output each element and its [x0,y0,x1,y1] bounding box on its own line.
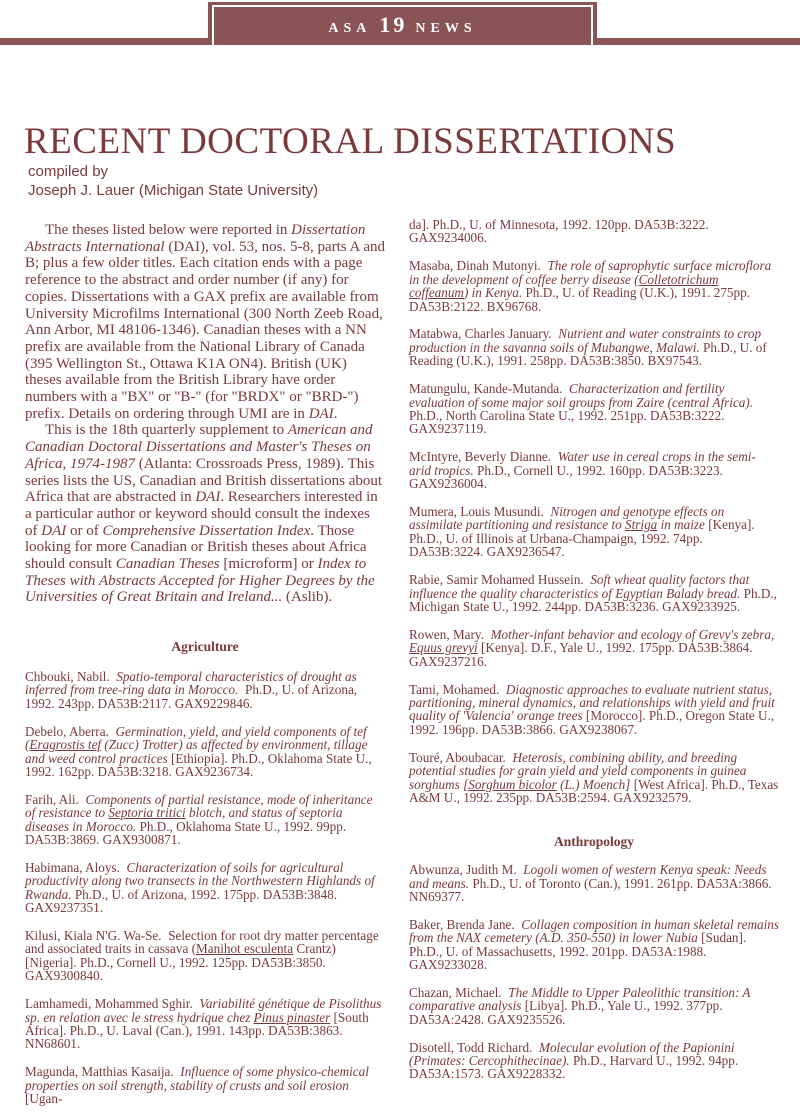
text-italic: DAI [308,405,334,422]
dissertation-entry [25,725,385,779]
entry-author: Rabie, Samir Mohamed Hussein. [409,572,584,588]
entry-details: Ph.D., North Carolina State U., 1992. 251pp. DA53B:3222. GAX9237119. [409,407,725,437]
species-name: Manihot esculenta [196,941,294,957]
entry-title: Influence of some physico-chemical properties on soil strength, stability of crusts and soil erosion [25,1064,369,1093]
dissertation-entry [25,929,385,983]
dissertation-entry [409,863,779,903]
title-part: ) in Kenya. [463,285,523,301]
entry-details: [West Africa]. Ph.D., Texas A&M U., 1992. 235pp. DA53B:2594. GAX9232579. [409,776,779,805]
species-name: Septoria tritici [108,805,186,821]
entry-title: Collagen composition in human skeletal remains from the NAX cemetery (A.D. 350-550) in lower Nubia [409,916,780,946]
entry-title: Soft wheat quality factors that influence the quality characteristics of Egyptian Balady bread. [409,572,750,601]
entry-details: Ph.D., Michigan State U., 1992. 244pp. DA53B:3236. GAX9233925. [409,585,777,614]
entry-author: McIntyre, Beverly Dianne. [409,449,552,465]
dissertation-entry [25,861,385,915]
dissertation-entry [409,751,779,805]
masthead-title [208,12,597,38]
entry-details: Ph.D., Cornell U., 1992. 125pp. DA53B:3850. GAX9300840. [25,954,326,984]
entry-title: Water use in cereal crops in the semi- arid tropics. [409,449,756,478]
intro-paragraph-1 [25,222,385,422]
dissertation-entry-continued [409,218,779,245]
entry-author: Lamhamedi, Mohammed Sghir. [25,996,193,1012]
entry-title: Crantz) [Nigeria]. [25,941,336,970]
dissertation-entry [409,327,779,367]
title-part: blotch, and status of septoria diseases in Morocco. [25,805,343,834]
text: (Aslib). [282,589,333,606]
entry-details: Ph.D., U. of Toronto (Can.), 1991. 261pp. DA53A:3866. NN69377. [409,875,772,904]
entry-author: Chazan, Michael. [409,984,502,1000]
dissertation-entry [25,1065,385,1105]
entry-author: Touré, Aboubacar. [409,749,506,765]
entry-details: Ph.D., U. of Arizona, 1992. 175pp. DA53B:3848. GAX9237351. [25,886,338,916]
entry-author: Mumera, Louis Musundi. [409,504,544,519]
entry-details: [Morocco]. Ph.D., Oregon State U., 1992. 196pp. DA53B:3866. GAX9238067. [409,708,775,737]
entry-title: Logoli women of western Kenya speak: Needs and means. [409,862,767,891]
text: This is the 18th quarterly supplement to [45,422,288,439]
compiled-by-label: compiled by [28,163,109,180]
text-italic: Comprehensive Dissertation Index [102,522,311,539]
entry-details: [South Africa]. Ph.D., U. Laval (Can.), 1991. 143pp. DA53B:3863. NN68601. [25,1009,369,1052]
text-italic: Index to Theses with Abstracts Accepted for Higher Degrees by the Universities of Great Britain and Ireland... [25,556,375,606]
text: . Researchers interested in a particular author or keyword should consult the indexes of [25,489,378,539]
entry-details: [Ugan- [25,1091,63,1107]
species-name: Colletotrichum coffeanum [409,271,719,301]
entry-details: [Kenya]. D.F., Yale U., 1992. 175pp. DA53B:3864. GAX9237216. [409,640,753,669]
text: (DAI), vol. 53, nos. 5-8, parts A and B; plus a few older titles. Each citation ends with a page reference to the abstract and order number (if any) for copies. Dissertations with a GAX prefix are available from University Microfilms International (300 North Zeeb Road, Ann Arbor, MI 48106-1346). Canadian theses with a NN prefix are available from the National Library of Canada (395 Wellington St., Ottawa K1A ON4). British (UK) theses available from the British Library have order numbers with a "BX" or "B-" (for "BRDX" or "BRD-") prefix. Details on ordering through UMI are in [25,238,385,422]
entry-title: The Middle to Upper Paleolithic transition: A comparative analysis [409,984,751,1014]
masthead-news: NEWS [415,21,477,36]
text: or of [66,522,103,539]
entry-author: Debelo, Aberra. [25,723,109,739]
title-part: (L.) Moench] [556,776,631,792]
entry-author: Farih, Ali. [25,791,79,807]
page-title: RECENT DOCTORAL DISSERTATIONS [24,121,677,162]
entry-author: Masaba, Dinah Mutonyi. [409,258,541,274]
title-part: Variabilité génétique de Pisolithus sp. en relation avec le stress hydrique chez [25,996,382,1025]
species-name: Equus grevyi [409,640,478,656]
text-italic: Canadian Theses [115,556,220,573]
title-part: Nitrogen and genotype effects on assimilate partitioning and resistance to [409,504,725,533]
masthead [208,2,597,45]
species-name: Pinus pinaster [253,1009,331,1025]
entry-author: Habimana, Aloys. [25,859,120,875]
entry-author: Matungulu, Kande-Mutanda. [409,381,563,397]
entry-details: Ph.D., Cornell U., 1992. 160pp. DA53B:3223. GAX9236004. [409,462,723,492]
text: . Those looking for more Canadian or British theses about Africa should consult [25,522,367,573]
dissertation-entry [25,793,385,847]
text-italic: American and Canadian Doctoral Dissertations and Master's Theses on Africa, 1974-1987 [25,422,373,472]
entry-author: Rowen, Mary. [409,626,484,642]
dissertation-entry [409,628,779,668]
intro [25,222,385,606]
dissertation-entry [409,259,779,313]
dissertation-entry [409,986,779,1026]
title-part: Components of partial resistance, mode of inheritance of resistance to [25,791,373,821]
dissertation-entry [409,683,779,737]
text: . [333,405,338,422]
text: The theses listed below were reported in [45,222,292,238]
species-name: Striga [625,517,658,533]
entry-author: Abwunza, Judith M. [409,862,517,878]
title-part: Germination, yield, and yield components of tef ( [25,723,367,753]
entry-title: Nutrient and water constraints to crop production in the savanna soils of Mubangwe, Malawi. [409,326,762,355]
dissertation-entry [409,918,779,972]
left-column [25,222,385,1120]
species-name: Sorghum bicolor [468,776,557,792]
title-part: The role of saprophytic surface microflora in the development of coffee berry disease ( [409,258,772,287]
entry-details: Ph.D., U. of Reading (U.K.), 1991. 275pp. DA53B:2122. BX96768. [409,285,751,314]
entry-author: Chbouki, Nabil. [25,668,110,684]
section-heading-agriculture: Agriculture [171,639,239,655]
entry-title: Selection for root dry matter percentage and associated traits in cassava ( [25,928,379,957]
dissertation-entry [409,573,779,613]
entry-details: [Libya]. Ph.D., Yale U., 1992. 377pp. DA53A:2428. GAX9235526. [409,998,723,1027]
entry-title: Spatio-temporal characteristics of drought as inferred from tree-ring data in Morocco. [25,668,357,698]
entry-details: [Kenya]. Ph.D., U. of Illinois at Urbana-Champaign, 1992. 74pp. DA53B:3224. GAX9236547. [409,517,755,560]
title-part: in maize [657,517,705,533]
entry-author: Baker, Brenda Jane. [409,916,515,932]
intro-paragraph-2 [25,422,385,606]
title-part: Heterosis, combining ability, and breeding potential studies for grain yield and yield components in guinea sorghums [ [409,749,747,792]
entry-details: [Sudan]. Ph.D., U. of Massachusetts, 1992. 201pp. DA53A:1988. GAX9233028. [409,930,747,973]
dissertation-entry [409,450,779,490]
dissertation-entry [409,505,779,559]
masthead-org: ASA [328,21,372,36]
text-italic: DAI [41,522,67,539]
title-part: Mother-infant behavior and ecology of Grevy's zebra, [490,626,775,642]
entry-author: Disotell, Todd Richard. [409,1039,533,1055]
entry-details: Ph.D., Harvard U., 1992. 94pp. DA53A:1573. GAX9228332. [409,1053,739,1082]
masthead-issue: 19 [379,12,408,37]
entry-author: Magunda, Matthias Kasaija. [25,1064,174,1080]
text: (Atlanta: Crossroads Press, 1989). This series lists the US, Canadian and British dissertations about Africa that are abstracted in [25,455,383,506]
entry-details: Ph.D., Oklahoma State U., 1992. 99pp. DA53B:3869. GAX9300871. [25,818,347,848]
text: [microform] or [219,556,318,573]
entry-details: Ph.D., U. of Reading (U.K.), 1991. 258pp. DA53B:3850. BX97543. [409,339,767,369]
entry-author: Tami, Mohamed. [409,681,500,697]
section-heading-anthropology: Anthropology [553,834,635,850]
entry-author: Kilusi, Kiala N'G. Wa-Se. [25,928,162,944]
dissertation-entry [25,670,385,710]
text-italic: Dissertation Abstracts International [25,222,366,255]
byline [28,162,318,200]
entry-title: Characterization and fertility evaluation of some major soil groups from Zaire (central Africa). [409,381,754,410]
species-name: Eragrostis tef [29,737,102,753]
entry-details: [Ethiopia]. Ph.D., Oklahoma State U., 1992. 162pp. DA53B:3218. GAX9236734. [25,750,372,779]
text-italic: DAI [195,489,221,506]
right-column [409,218,779,1095]
title-part: (Zucc) Trotter) as affected by environment, tillage and weed control practices [25,737,368,766]
entry-author: Matabwa, Charles January. [409,326,552,342]
entry-details: Ph.D., U. of Arizona, 1992. 243pp. DA53B:2117. GAX9229846. [25,682,358,711]
dissertation-entry [409,1041,779,1081]
dissertation-entry [25,997,385,1051]
entry-title: Diagnostic approaches to evaluate nutrient status, partitioning, mineral dynamics, and relationships with yield and fruit quality of 'Valencia' orange trees [409,681,775,724]
entry-title: Characterization of soils for agricultural productivity along two transects in the Northwestern Highlands of Rwanda. [25,859,375,902]
compiler-name: Joseph J. Lauer (Michigan State University) [28,182,319,199]
dissertation-entry [409,382,779,436]
entry-details: da]. Ph.D., U. of Minnesota, 1992. 120pp. DA53B:3222. GAX9234006. [409,217,709,246]
entry-title: Molecular evolution of the Papionini (Primates: Cercophithecinae). [409,1039,735,1069]
